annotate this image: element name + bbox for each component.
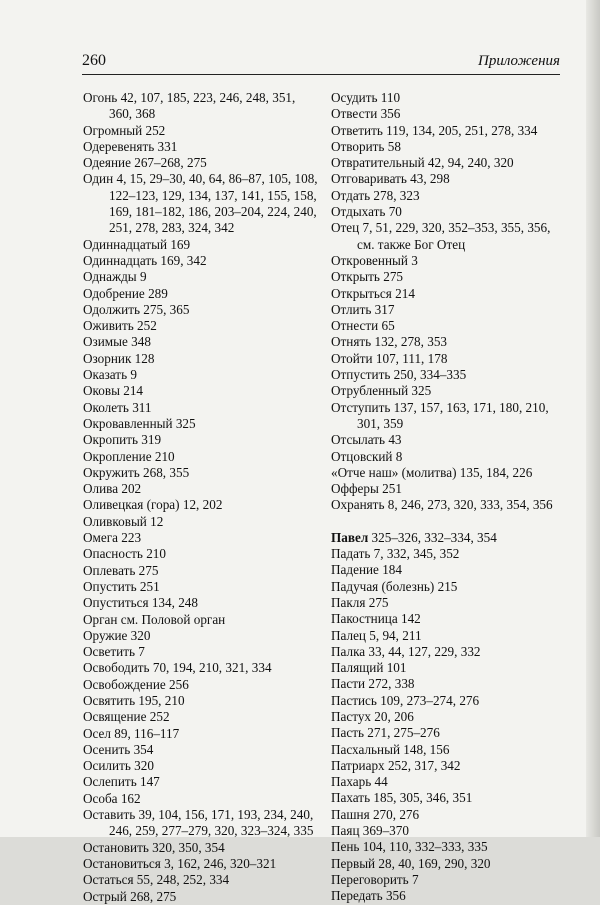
index-entry: Пахарь 44 [331, 774, 388, 790]
index-entry: Первый 28, 40, 169, 290, 320 [331, 855, 491, 871]
index-entry: Оплевать 275 [83, 562, 159, 578]
index-entry: Отсылать 43 [331, 432, 402, 448]
index-entry: Однажды 9 [83, 269, 147, 285]
index-entry: Опуститься 134, 248 [83, 595, 198, 611]
index-entry: Отец 7, 51, 229, 320, 352–353, 355, 356, см. также Бог Отец [331, 220, 551, 252]
index-entry: Отпустить 250, 334–335 [331, 367, 467, 383]
index-entry: Орган см. Половой орган [83, 611, 226, 627]
index-entry: Освятить 195, 210 [83, 692, 185, 708]
index-entry: Одеревенять 331 [83, 138, 178, 154]
index-entry: Падение 184 [331, 562, 402, 578]
index-entry: Оливковый 12 [83, 513, 164, 529]
index-entry: Окружить 268, 355 [83, 464, 190, 480]
index-entry: Остаться 55, 248, 252, 334 [83, 872, 230, 888]
index-entry: Отговаривать 43, 298 [331, 171, 450, 187]
index-entry: Отрубленный 325 [331, 383, 432, 399]
index-entry: Освободить 70, 194, 210, 321, 334 [83, 660, 272, 676]
index-entry: Отворить 58 [331, 138, 401, 154]
index-entry: Освобождение 256 [83, 676, 189, 692]
index-entry: Околеть 311 [83, 399, 152, 415]
running-title: Приложения [477, 53, 560, 69]
index-entry: Отойти 107, 111, 178 [331, 350, 448, 366]
index-entry: Отлить 317 [331, 301, 395, 317]
index-entry: Один 4, 15, 29–30, 40, 64, 86–87, 105, 108, 122–123, 129, 134, 137, 141, 155, 158, 169, 181–182, 186, 203–204, 224, 240, 251, 278, 283, 324, 342 [83, 171, 318, 236]
index-entry: Оливецкая (гора) 12, 202 [83, 497, 223, 513]
index-entry: Открыться 214 [331, 285, 415, 301]
index-entry: «Отче наш» (молитва) 135, 184, 226 [331, 464, 533, 480]
index-entry: Палящий 101 [331, 660, 407, 676]
index-entry: Осенить 354 [83, 741, 154, 757]
index-entry: Ответить 119, 134, 205, 251, 278, 334 [331, 122, 538, 138]
index-entry: Патриарх 252, 317, 342 [331, 757, 461, 773]
index-entry: Пакля 275 [331, 594, 389, 610]
page-header [82, 52, 560, 75]
index-entry: Одобрение 289 [83, 285, 168, 301]
index-entry: Оружие 320 [83, 627, 151, 643]
index-entry: Одеяние 267–268, 275 [83, 155, 207, 171]
index-entry: Озимые 348 [83, 334, 151, 350]
index-entry: Оковы 214 [83, 383, 144, 399]
index-entry: Пастись 109, 273–274, 276 [331, 692, 480, 708]
index-entry: Опустить 251 [83, 578, 160, 594]
index-entry: Оказать 9 [83, 367, 137, 383]
index-entry: Отнести 65 [331, 318, 395, 334]
index-entry: Отступить 137, 157, 163, 171, 180, 210, 301, 359 [331, 399, 549, 431]
index-entry: Огромный 252 [83, 122, 166, 138]
index-entry: Отвратительный 42, 94, 240, 320 [331, 155, 514, 171]
index-entry: Пастух 20, 206 [331, 708, 414, 724]
index-entry: Пахать 185, 305, 346, 351 [331, 790, 473, 806]
index-entry: Оживить 252 [83, 318, 157, 334]
index-entry: Откровенный 3 [331, 252, 418, 268]
index-entry: Паяц 369–370 [331, 823, 409, 839]
index-entry: Остановить 320, 350, 354 [83, 839, 225, 855]
index-entry: Отнять 132, 278, 353 [331, 334, 448, 350]
index-entry: Отдать 278, 323 [331, 187, 420, 203]
index-entry: Одиннадцатый 169 [83, 236, 191, 252]
index-entry: Отдыхать 70 [331, 204, 402, 220]
index-entry: Пасхальный 148, 156 [331, 741, 450, 757]
index-entry: Падучая (болезнь) 215 [331, 578, 458, 594]
index-entry: Окровавленный 325 [83, 415, 196, 431]
index-entry: Олива 202 [83, 481, 142, 497]
index-entry: Пашня 270, 276 [331, 806, 420, 822]
index-entry: Переговорить 7 [331, 871, 419, 887]
index-column-right [331, 90, 569, 905]
index-entry: Охранять 8, 246, 273, 320, 333, 354, 356 [331, 497, 553, 513]
index-entry: Падать 7, 332, 345, 352 [331, 546, 460, 562]
index-entry: Палка 33, 44, 127, 229, 332 [331, 643, 481, 659]
index-entry: Окропление 210 [83, 448, 175, 464]
index-entry: Павел 325–326, 332–334, 354 [331, 529, 497, 545]
index-entry: Острый 268, 275 [83, 888, 177, 904]
index-entry: Палец 5, 94, 211 [331, 627, 422, 643]
index-entry: Ослепить 147 [83, 774, 160, 790]
index-entry: Окропить 319 [83, 432, 162, 448]
index-entry: Особа 162 [83, 790, 141, 806]
index-entry: Освящение 252 [83, 709, 170, 725]
index-entry: Пень 104, 110, 332–333, 335 [331, 839, 488, 855]
index-entry: Остановиться 3, 162, 246, 320–321 [83, 855, 277, 871]
index-entry: Передать 356 [331, 888, 406, 904]
index-entry: Озорник 128 [83, 350, 155, 366]
index-entry: Отцовский 8 [331, 448, 403, 464]
index-entry: Омега 223 [83, 530, 142, 546]
index-entry: Одолжить 275, 365 [83, 301, 190, 317]
index-entry: Пасти 272, 338 [331, 676, 415, 692]
index-entry: Осветить 7 [83, 644, 145, 660]
index-entry: Осудить 110 [331, 90, 401, 105]
index-entry: Огонь 42, 107, 185, 223, 246, 248, 351, 360, 368 [83, 90, 296, 122]
index-entry: Открыть 275 [331, 269, 404, 285]
index-entry: Офферы 251 [331, 481, 402, 497]
index-column-left [83, 90, 321, 905]
index-entry: Пакостница 142 [331, 611, 421, 627]
page-number: 260 [82, 52, 106, 69]
index-entry: Отвести 356 [331, 106, 401, 122]
index-entry: Опасность 210 [83, 546, 166, 562]
index-entry: Оставить 39, 104, 156, 171, 193, 234, 240, 246, 259, 277–279, 320, 323–324, 335 [83, 807, 314, 839]
index-entry: Одиннадцать 169, 342 [83, 252, 207, 268]
index-entry: Осилить 320 [83, 758, 154, 774]
page-binding-shadow [586, 0, 600, 837]
index-entry: Пасть 271, 275–276 [331, 725, 440, 741]
index-entry: Осел 89, 116–117 [83, 725, 180, 741]
